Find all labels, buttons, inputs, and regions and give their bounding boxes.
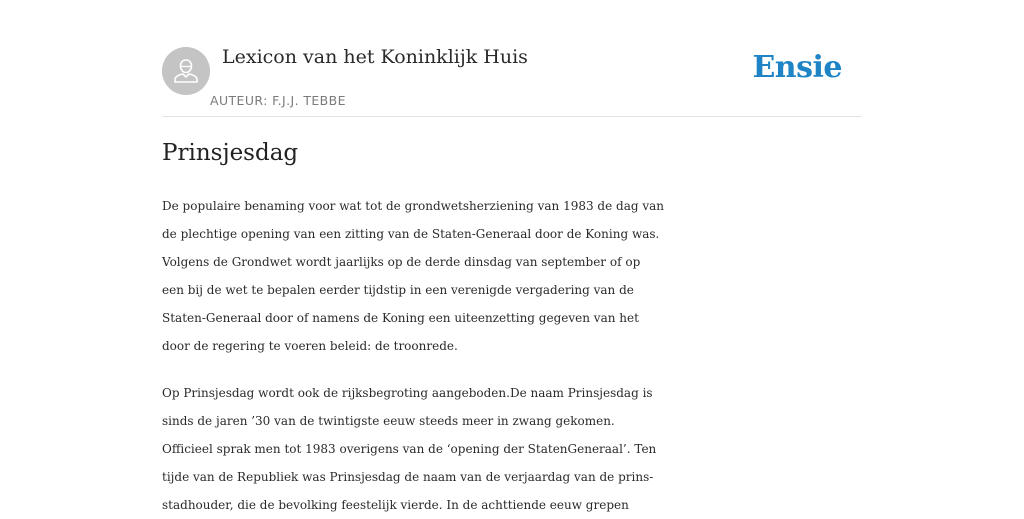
paragraph-line: de plechtige opening van een zitting van de Staten-Generaal door de Koning was. xyxy=(162,227,660,241)
paragraph-1 xyxy=(162,192,866,360)
paragraph-line: Officieel sprak men tot 1983 overigens van de ‘opening der StatenGeneraal’. Ten xyxy=(162,442,657,456)
author-avatar[interactable] xyxy=(162,47,210,95)
entry-title: Prinsjesdag xyxy=(162,140,299,166)
article-container xyxy=(162,0,862,512)
ensie-logo[interactable]: Ensie xyxy=(752,50,842,85)
paragraph-2 xyxy=(162,379,866,519)
paragraph-line: Staten-Generaal door of namens de Koning een uiteenzetting gegeven van het xyxy=(162,311,639,325)
paragraph-line: stadhouder, die de bevolking feestelijk vierde. In de achttiende eeuw grepen xyxy=(162,498,629,512)
paragraph-line: De populaire benaming voor wat tot de grondwetsherziening van 1983 de dag van xyxy=(162,199,665,213)
paragraph-line: sinds de jaren ’30 van de twintigste eeuw steeds meer in zwang gekomen. xyxy=(162,414,615,428)
paragraph-line: tijde van de Republiek was Prinsjesdag de naam van de verjaardag van de prins- xyxy=(162,470,654,484)
paragraph-line: een bij de wet te bepalen eerder tijdstip in een verenigde vergadering van de xyxy=(162,283,634,297)
article-header xyxy=(162,0,862,117)
paragraph-line: Volgens de Grondwet wordt jaarlijks op de derde dinsdag van september of op xyxy=(162,255,641,269)
paragraph-line: door de regering te voeren beleid: de troonrede. xyxy=(162,339,458,353)
book-title[interactable]: Lexicon van het Koninklijk Huis xyxy=(222,46,528,68)
user-icon xyxy=(162,47,210,95)
author-label[interactable]: AUTEUR: F.J.J. TEBBE xyxy=(210,93,346,108)
paragraph-line: Op Prinsjesdag wordt ook de rijksbegroting aangeboden.De naam Prinsjesdag is xyxy=(162,386,653,400)
